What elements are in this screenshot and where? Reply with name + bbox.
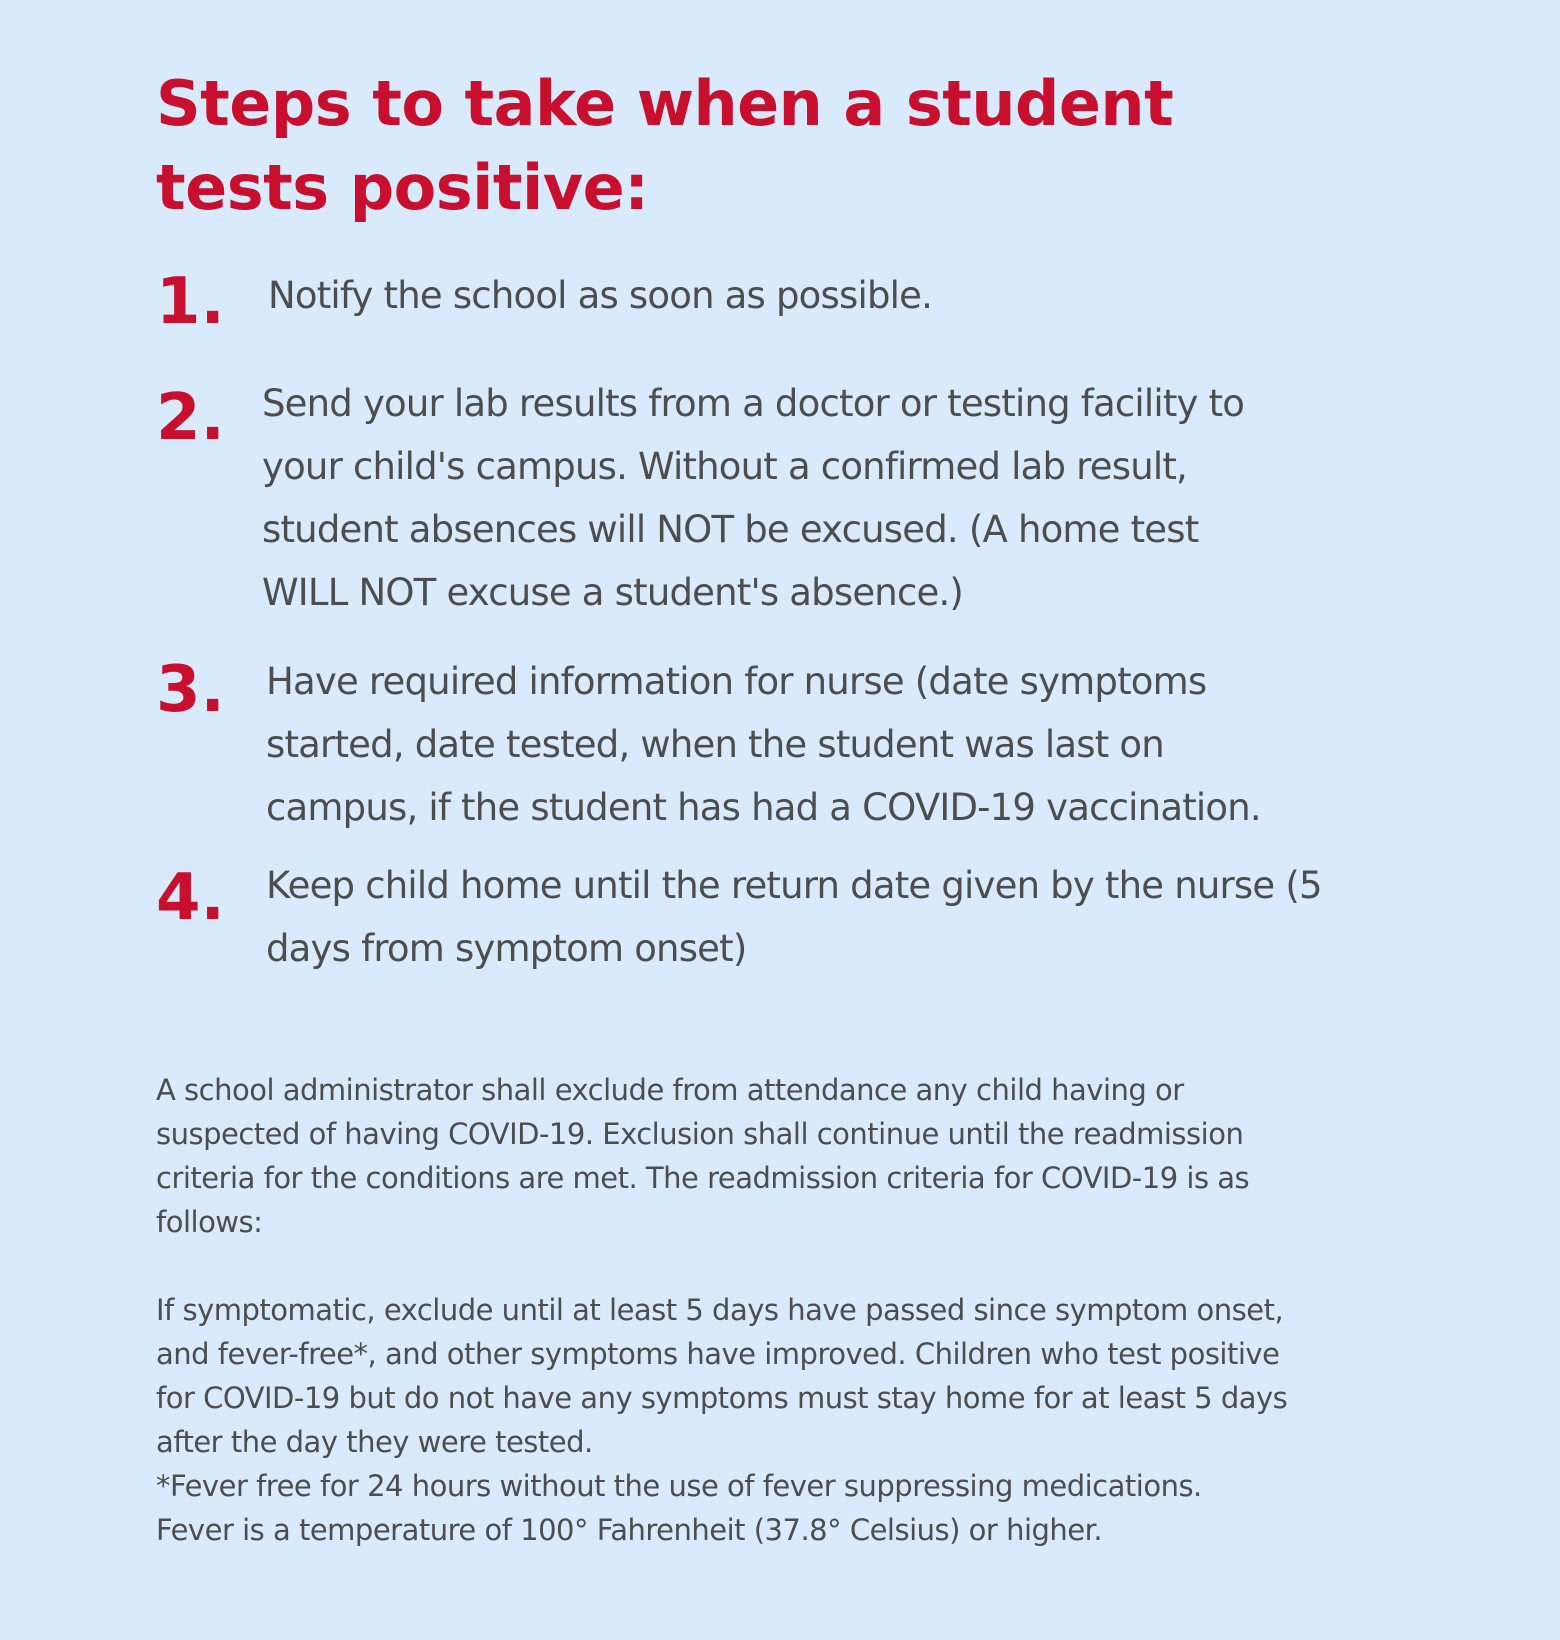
step-3-line-1: Have required information for nurse (date symptoms [266, 660, 1207, 703]
step-4-number: 4. [156, 861, 225, 935]
title-line-1: Steps to take when a student [156, 67, 1174, 140]
exclusion-paragraph [156, 1068, 1406, 1244]
step-1-line-1: Notify the school as soon as possible. [268, 274, 933, 317]
step-4-text [266, 854, 1322, 980]
step-2-text [262, 372, 1244, 624]
step-2-line-2: your child's campus. Without a confirmed lab result, [262, 445, 1187, 488]
step-1-text [268, 264, 932, 327]
step-1-number: 1. [156, 265, 225, 339]
readmission-line-1: If symptomatic, exclude until at least 5 days have passed since symptom onset, [156, 1293, 1284, 1327]
fever-footnote-line-2: Fever is a temperature of 100° Fahrenheit (37.8° Celsius) or higher. [156, 1513, 1103, 1547]
readmission-line-4: after the day they were tested. [156, 1425, 593, 1459]
exclusion-line-3: criteria for the conditions are met. The readmission criteria for COVID-19 is as [156, 1161, 1250, 1195]
step-3-line-3: campus, if the student has had a COVID-19 vaccination. [266, 786, 1261, 829]
step-4-line-1: Keep child home until the return date given by the nurse (5 [266, 864, 1322, 907]
readmission-paragraph [156, 1288, 1406, 1552]
step-3-text [266, 650, 1261, 839]
readmission-line-3: for COVID-19 but do not have any symptoms must stay home for at least 5 days [156, 1381, 1288, 1415]
step-3-line-2: started, date tested, when the student was last on [266, 723, 1164, 766]
title-line-2: tests positive: [156, 151, 649, 224]
exclusion-line-4: follows: [156, 1205, 263, 1239]
readmission-line-2: and fever-free*, and other symptoms have improved. Children who test positive [156, 1337, 1280, 1371]
page-title [156, 62, 1356, 230]
step-2-line-1: Send your lab results from a doctor or testing facility to [262, 382, 1245, 425]
step-4-line-2: days from symptom onset) [266, 927, 747, 970]
step-3-number: 3. [156, 653, 225, 727]
step-2-number: 2. [156, 381, 225, 455]
exclusion-line-1: A school administrator shall exclude from attendance any child having or [156, 1073, 1184, 1107]
fever-footnote-line-1: *Fever free for 24 hours without the use of fever suppressing medications. [156, 1469, 1202, 1503]
exclusion-line-2: suspected of having COVID-19. Exclusion shall continue until the readmission [156, 1117, 1244, 1151]
step-2-line-4: WILL NOT excuse a student's absence.) [262, 571, 964, 614]
step-2-line-3: student absences will NOT be excused. (A home test [262, 508, 1199, 551]
